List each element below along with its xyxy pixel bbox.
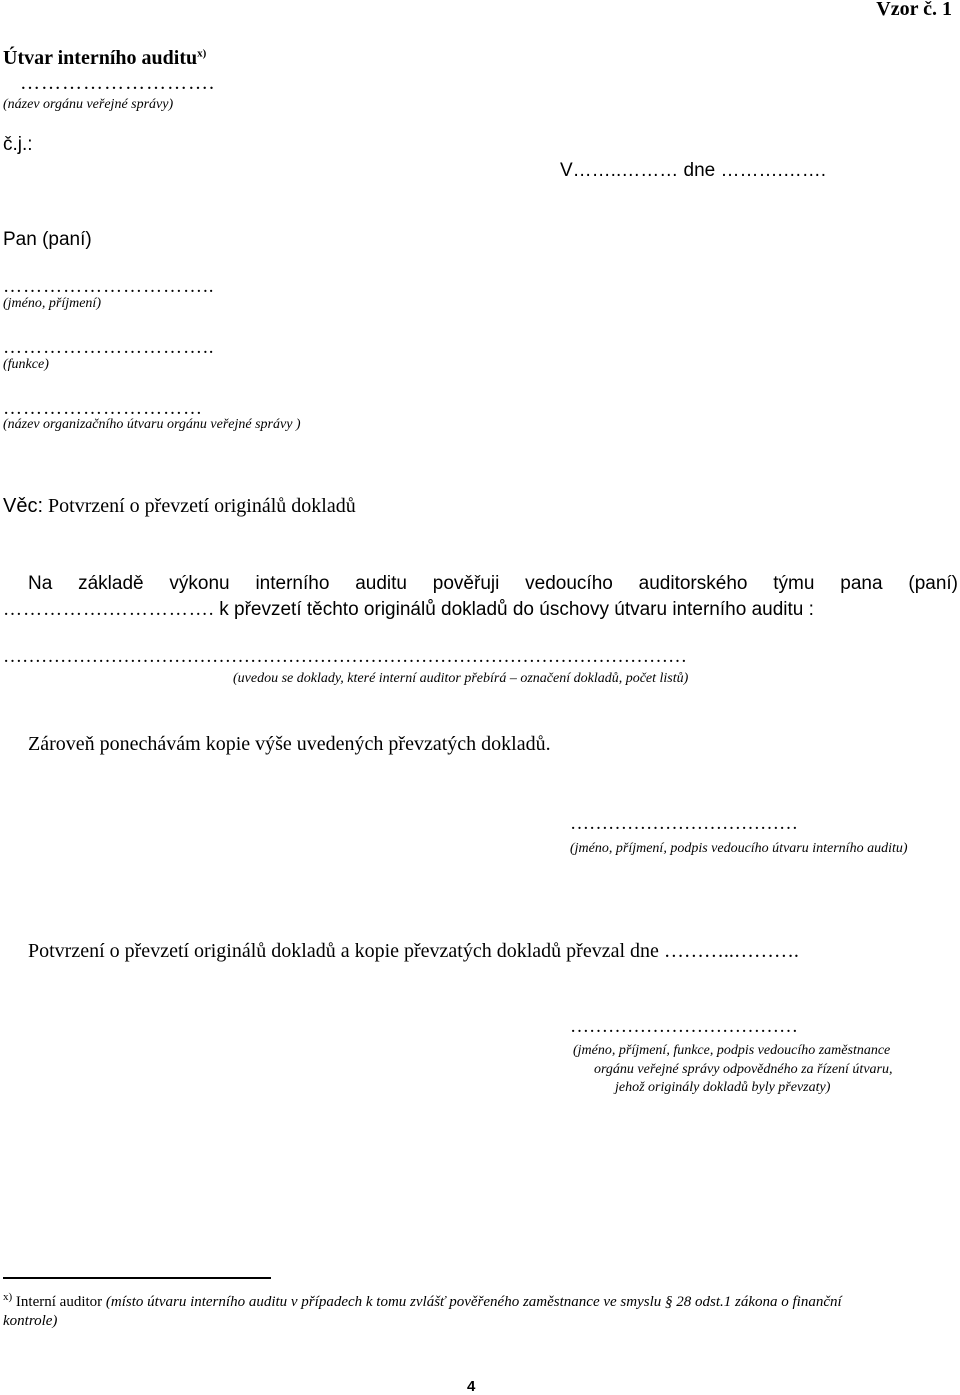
unit-title — [3, 47, 206, 70]
place-date-line: V……..……… dne ……….……. — [560, 160, 827, 181]
footnote-line-2: kontrole) — [3, 1313, 58, 1329]
unit-name-hint: (název orgánu veřejné správy) — [3, 97, 174, 112]
signature2-hint-line2: orgánu veřejné správy odpovědného za řízení útvaru, — [594, 1062, 893, 1077]
subject-line — [3, 495, 356, 518]
recipient-salutation: Pan (paní) — [3, 229, 92, 250]
body-line-1: Na základě výkonu interního auditu pověřuji vedoucího auditorského týmu pana (paní) — [28, 573, 958, 594]
subject-text: Potvrzení o převzetí originálů dokladů — [48, 495, 356, 517]
body-line-2-text: k převzetí těchto originálů dokladů do úschovy útvaru interního auditu : — [219, 599, 814, 620]
page-number: 4 — [467, 1378, 476, 1395]
footnote-line-1 — [3, 1291, 842, 1311]
auditor-name-dots: …………….……………. — [3, 599, 215, 620]
body-line-2 — [3, 599, 814, 621]
signature1-hint: (jméno, příjmení, podpis vedoucího útvaru interního auditu) — [570, 841, 908, 856]
documents-hint: (uvedou se doklady, které interní auditor přebírá – označení dokladů, počet listů) — [233, 671, 689, 686]
footnote-mark: x) — [3, 1291, 13, 1303]
signature2-hint-line1: (jméno, příjmení, funkce, podpis vedoucího zaměstnance — [573, 1043, 891, 1058]
footnote-term: Interní auditor — [15, 1294, 103, 1310]
reference-number-label: č.j.: — [3, 134, 33, 155]
footnote-text-1: (místo útvaru interního auditu v případech k tomu zvlášť pověřeného zaměstnance ve smyslu § 28 odst.1 zákona o finanční — [105, 1294, 842, 1310]
recipient-org-hint: (název organizačního útvaru orgánu veřejné správy ) — [3, 417, 301, 432]
unit-title-footnote-mark: x) — [197, 47, 207, 60]
confirmation-line — [28, 940, 799, 963]
copies-statement: Zároveň ponechávám kopie výše uvedených převzatých dokladů. — [28, 733, 551, 755]
footnote-separator — [3, 1277, 271, 1279]
confirmation-text: Potvrzení o převzetí originálů dokladů a kopie převzatých dokladů převzal dne — [28, 940, 659, 962]
signature2-hint-line3: jehož originály dokladů byly převzaty) — [615, 1080, 831, 1095]
signature2-dots: ……………………………… — [570, 1016, 798, 1037]
unit-title-text: Útvar interního auditu — [3, 47, 198, 69]
unit-name-dots: ………………………. — [20, 72, 215, 94]
recipient-name-hint: (jméno, příjmení) — [3, 296, 101, 311]
recipient-function-hint: (funkce) — [3, 357, 49, 372]
subject-label: Věc: — [3, 495, 44, 517]
recipient-org-dots: ………………………… — [3, 398, 203, 419]
recipient-name-dots: ………………………….. — [3, 276, 215, 297]
documents-dots: ……………………………………………………………………………………………… — [3, 646, 687, 667]
signature1-dots: ……………………………… — [570, 813, 798, 834]
recipient-function-dots: ………………………….. — [3, 337, 215, 358]
confirmation-date-dots: ………..………. — [663, 940, 799, 962]
template-label: Vzor č. 1 — [876, 0, 952, 20]
